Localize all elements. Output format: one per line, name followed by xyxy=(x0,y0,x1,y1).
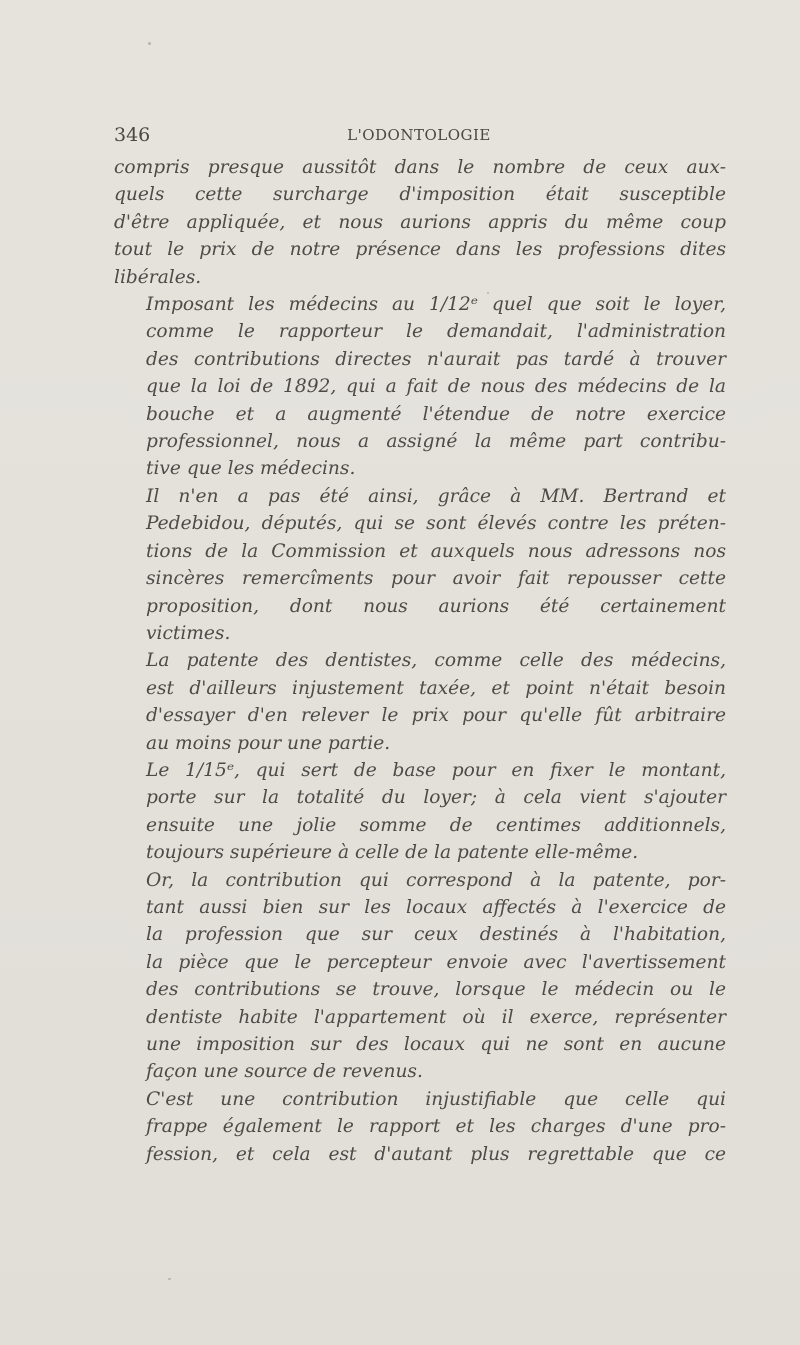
text-line: tive que les médecins. xyxy=(146,458,356,480)
text-line: au moins pour une partie. xyxy=(146,732,391,754)
text-line: Or, la contribution qui correspond à la patente, por- xyxy=(146,869,726,891)
text-line: des contributions se trouve, lorsque le médecin ou le xyxy=(146,979,726,1001)
text-line: sincères remercîments pour avoir fait repousser cette xyxy=(146,568,726,590)
paragraph xyxy=(114,867,726,1086)
text-line: d'essayer d'en relever le prix pour qu'elle fût arbitraire xyxy=(146,705,726,727)
text-line: la profession que sur ceux destinés à l'habitation, xyxy=(146,924,726,946)
text-line: que la loi de 1892, qui a fait de nous des médecins de la xyxy=(146,376,726,398)
text-line: frappe également le rapport et les charges d'une pro- xyxy=(146,1116,726,1138)
text-line: Pedebidou, députés, qui se sont élevés contre les préten- xyxy=(146,513,726,535)
text-line: compris presque aussitôt dans le nombre de ceux aux- xyxy=(114,157,726,178)
page-header xyxy=(114,124,724,150)
text-line: la pièce que le percepteur envoie avec l'avertissement xyxy=(146,951,726,973)
paragraph xyxy=(114,757,726,867)
text-line: une imposition sur des locaux qui ne sont en aucune xyxy=(146,1034,726,1055)
text-line: des contributions directes n'aurait pas tardé à trouver xyxy=(146,348,726,370)
text-line: façon une source de revenus. xyxy=(146,1061,423,1083)
text-line: est d'ailleurs injustement taxée, et point n'était besoin xyxy=(146,677,726,699)
text-line: d'être appliquée, et nous aurions appris du même coup xyxy=(114,211,726,233)
text-line: dentiste habite l'appartement où il exerce, représenter xyxy=(146,1006,726,1028)
text-line: tant aussi bien sur les locaux affectés à l'exercice de xyxy=(146,896,726,918)
paper-speck xyxy=(168,1278,171,1280)
text-line: victimes. xyxy=(146,622,231,644)
running-head: L'ODONTOLOGIE xyxy=(347,126,491,144)
text-line: Il n'en a pas été ainsi, grâce à MM. Bertrand et xyxy=(146,485,726,507)
paragraph xyxy=(114,483,726,647)
text-line: fession, et cela est d'autant plus regrettable que ce xyxy=(146,1143,726,1165)
text-line: La patente des dentistes, comme celle des médecins, xyxy=(146,650,726,672)
page-number: 346 xyxy=(114,124,151,146)
text-line: C'est une contribution injustifiable que celle qui xyxy=(146,1088,726,1110)
paper-speck xyxy=(487,292,489,294)
text-line: toujours supérieure à celle de la patente elle-même. xyxy=(146,842,639,864)
text-line: bouche et a augmenté l'étendue de notre exercice xyxy=(146,403,726,425)
body-text xyxy=(114,154,726,1168)
paragraph xyxy=(114,1086,726,1168)
text-line: comme le rapporteur le demandait, l'administration xyxy=(146,321,726,343)
paragraph xyxy=(114,647,726,757)
text-line: professionnel, nous a assigné la même part contribu- xyxy=(146,431,726,453)
paragraph xyxy=(114,154,726,291)
text-line: libérales. xyxy=(114,266,202,288)
paragraph xyxy=(114,291,726,483)
text-line: ensuite une jolie somme de centimes additionnels, xyxy=(146,814,726,836)
text-line: Imposant les médecins au 1/12ᵉ quel que soit le loyer, xyxy=(146,294,726,316)
text-line: porte sur la totalité du loyer; à cela vient s'ajouter xyxy=(146,787,726,809)
paper-speck xyxy=(148,42,151,45)
text-line: tions de la Commission et auxquels nous adressons nos xyxy=(146,540,726,562)
text-line: proposition, dont nous aurions été certainement xyxy=(146,595,726,617)
text-line: quels cette surcharge d'imposition était susceptible xyxy=(114,184,726,206)
text-line: Le 1/15ᵉ, qui sert de base pour en fixer le montant, xyxy=(146,759,726,781)
text-line: tout le prix de notre présence dans les professions dites xyxy=(114,239,726,261)
